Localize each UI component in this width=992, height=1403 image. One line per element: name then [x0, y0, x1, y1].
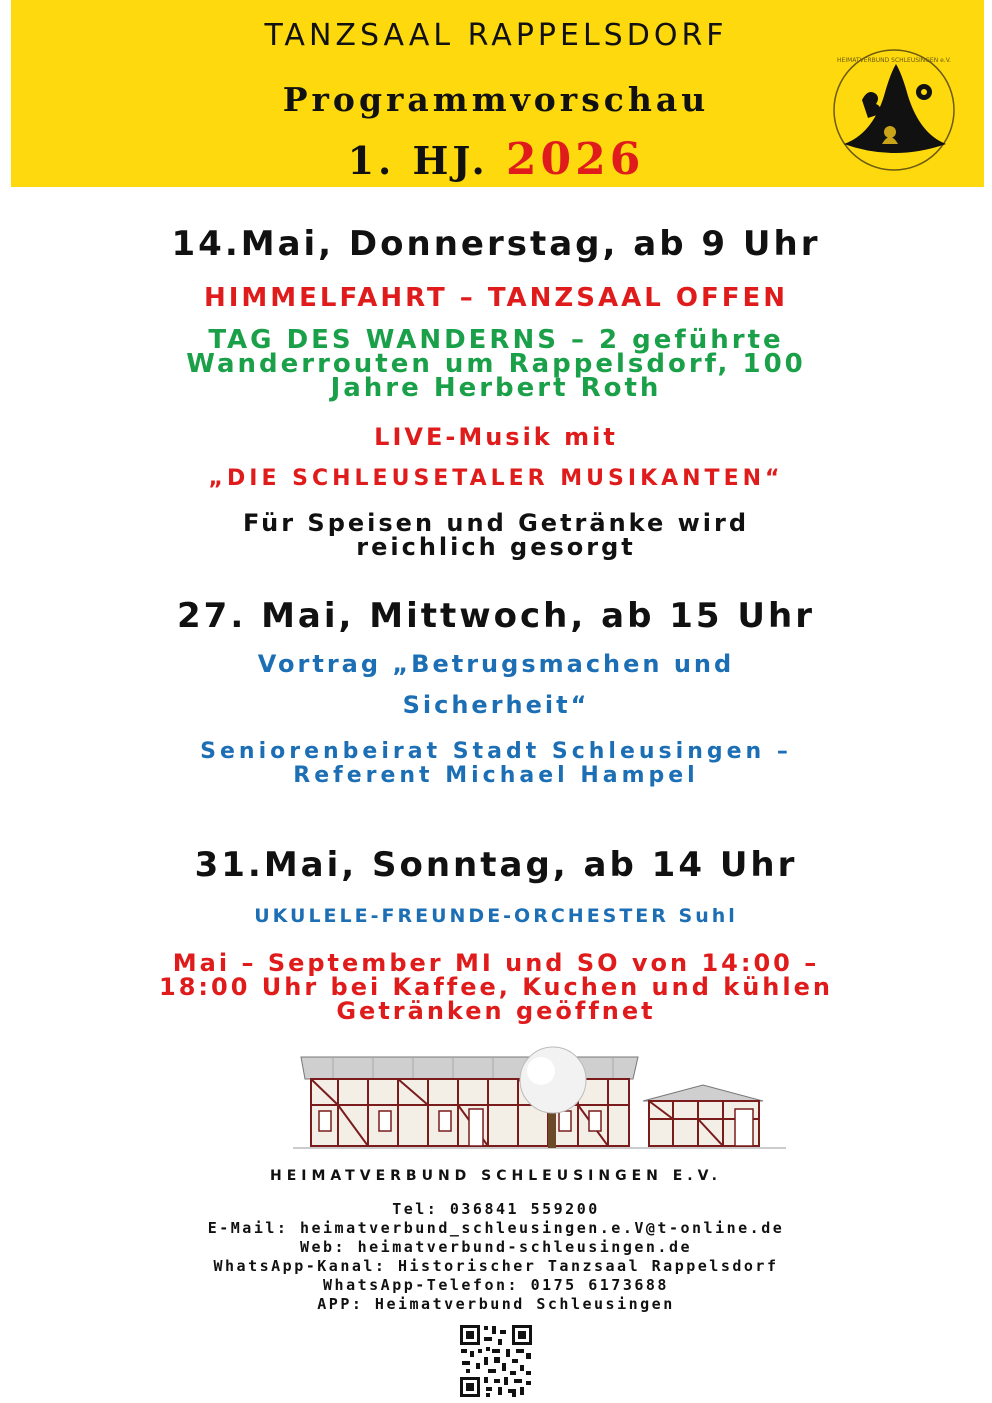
event1-food-line2: reichlich gesorgt [356, 533, 636, 561]
program-title: Programmvorschau [282, 80, 710, 119]
contact-whatsapp-phone: WhatsApp-Telefon: 0175 6173688 [323, 1276, 669, 1294]
opening-line3: Getränken geöffnet [336, 997, 656, 1025]
event3-date: 31.Mai, Sonntag, ab 14 Uhr [194, 845, 798, 885]
period-prefix: 1. HJ. [347, 138, 506, 183]
event1-food-line1: Für Speisen und Getränke wird [242, 509, 750, 537]
event1-desc-line1: TAG DES WANDERNS – 2 geführte [208, 325, 784, 355]
logo-text: HEIMATVERBUND SCHLEUSINGEN e.V. [837, 57, 951, 64]
contact-tel: Tel: 036841 559200 [392, 1200, 600, 1218]
opening-line1: Mai – September MI und SO von 14:00 – [172, 949, 820, 977]
footer-org: HEIMATVERBUND SCHLEUSINGEN E.V. [270, 1168, 722, 1184]
event1-music-line1: LIVE-Musik mit [374, 423, 618, 451]
event2-title-line2: Sicherheit“ [402, 691, 590, 719]
event1-desc-line3: Jahre Herbert Roth [330, 373, 662, 403]
heimatverbund-logo [832, 48, 956, 172]
event1-title: HIMMELFAHRT – TANZSAAL OFFEN [203, 283, 789, 313]
contact-whatsapp-channel: WhatsApp-Kanal: Historischer Tanzsaal Rappelsdorf [213, 1257, 779, 1275]
event3-title: UKULELE-FREUNDE-ORCHESTER Suhl [254, 905, 738, 927]
opening-line2: 18:00 Uhr bei Kaffee, Kuchen und kühlen [159, 973, 833, 1001]
event2-title-line1: Vortrag „Betrugsmachen und [257, 650, 735, 678]
event2-date: 27. Mai, Mittwoch, ab 15 Uhr [177, 596, 815, 636]
contact-email[interactable]: E-Mail: heimatverbund_schleusingen.e.V@t-online.de [207, 1219, 785, 1237]
event1-desc-line2: Wanderrouten um Rappelsdorf, 100 [186, 349, 806, 379]
event1-date: 14.Mai, Donnerstag, ab 9 Uhr [171, 224, 821, 264]
event2-desc-line2: Referent Michael Hampel [293, 763, 699, 788]
period-year: 2026 [505, 134, 645, 185]
event1-music-line2: „DIE SCHLEUSETALER MUSIKANTEN“ [208, 466, 784, 491]
contact-app: APP: Heimatverbund Schleusingen [317, 1295, 675, 1313]
qr-code[interactable] [458, 1323, 534, 1399]
contact-web[interactable]: Web: heimatverbund-schleusingen.de [299, 1238, 693, 1256]
tanzsaal-building-illustration [293, 1035, 786, 1155]
event2-desc-line1: Seniorenbeirat Stadt Schleusingen – [200, 739, 792, 764]
venue-title: TANZSAAL RAPPELSDORF [264, 18, 728, 53]
